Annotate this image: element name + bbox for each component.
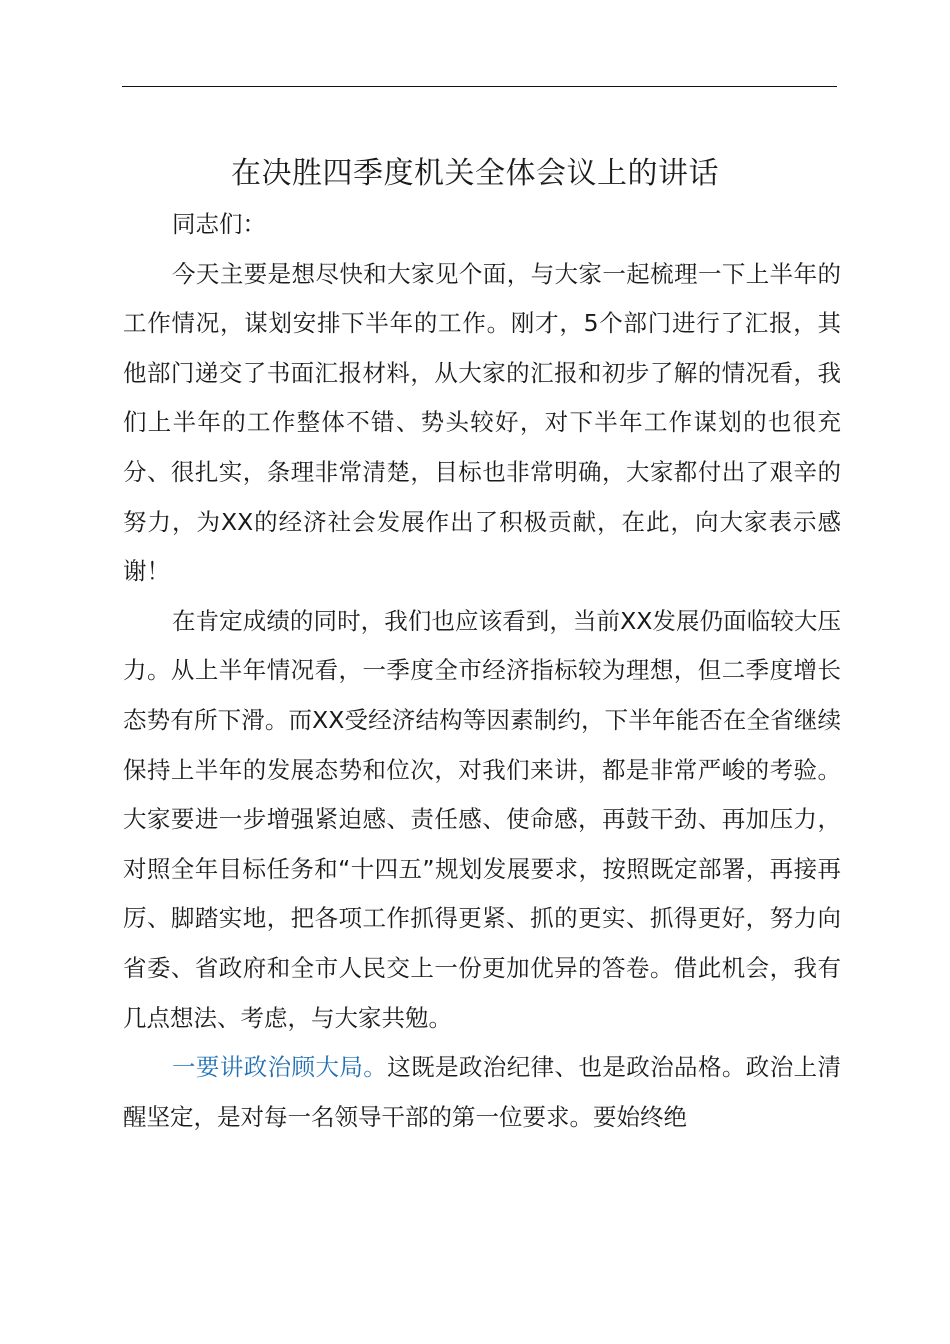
header-rule [122, 86, 837, 87]
paragraph-1: 今天主要是想尽快和大家见个面，与大家一起梳理一下上半年的工作情况，谋划安排下半年的工作。刚才，5个部门进行了汇报，其他部门递交了书面汇报材料，从大家的汇报和初步了解的情况看，我们上半年的工作整体不错、势头较好，对下半年工作谋划的也很充分、很扎实，条理非常清楚，目标也非常明确，大家都付出了艰辛的努力，为XX的经济社会发展作出了积极贡献，在此，向大家表示感谢！ [123, 259, 841, 586]
section-one-heading: 一要讲政治顾大局。 [172, 1053, 388, 1082]
paragraph-2: 在肯定成绩的同时，我们也应该看到，当前XX发展仍面临较大压力。从上半年情况看，一季度全市经济指标较为理想，但二季度增长态势有所下滑。而XX受经济结构等因素制约，下半年能否在全省继续保持上半年的发展态势和位次，对我们来讲，都是非常严峻的考验。大家要进一步增强紧迫感、责任感、使命感，再鼓干劲、再加压力，对照全年目标任务和“十四五”规划发展要求，按照既定部署，再接再厉、脚踏实地，把各项工作抓得更紧、抓的更实、抓得更好，努力向省委、省政府和全市人民交上一份更加优异的答卷。借此机会，我有几点想法、考虑，与大家共勉。 [123, 606, 841, 1032]
document-body [123, 200, 841, 1142]
section-one-text: 这既是政治纪律、也是政治品格。政治上清醒坚定，是对每一名领导干部的第一位要求。要始终绝 [123, 1053, 842, 1131]
section-one-paragraph [123, 1043, 841, 1142]
salutation: 同志们： [172, 210, 266, 238]
document-title: 在决胜四季度机关全体会议上的讲话 [231, 156, 719, 191]
